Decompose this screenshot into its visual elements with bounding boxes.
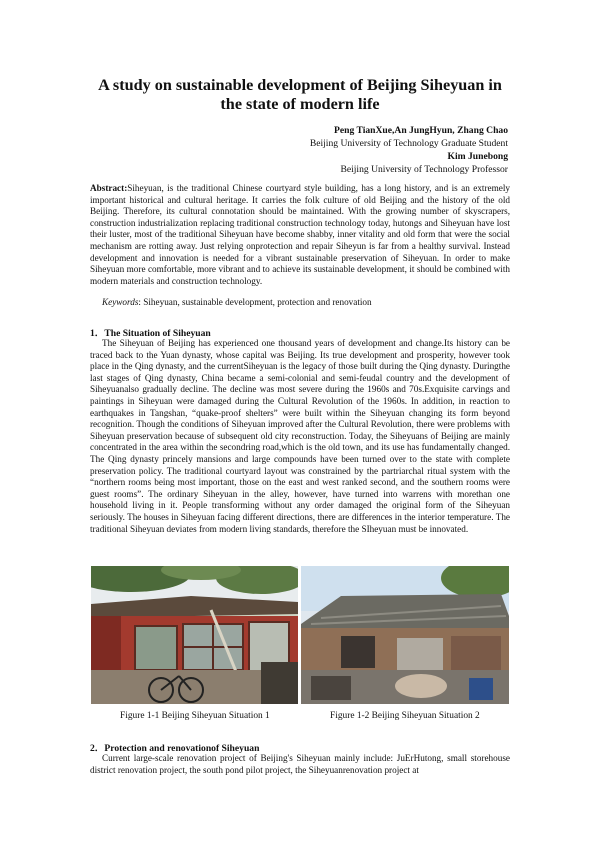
author-block [310,124,508,176]
section-1-heading: 1．The Situation of Siheyuan [90,328,211,339]
abstract-paragraph [90,183,510,287]
abstract-text: Siheyuan, is the traditional Chinese courtyard style building, has a long history, and is an extremely important historical and cultural heritage. It carries the folk culture of old Beijing and the history of the old Beijing. Therefore, its cultural connotation should be maintained. With the growing number of skyscrapers, construction industrialization replacing traditional construction technology today, hutongs and Siheyuan have lost their luster, most of the traditional Siheyuan have become shabby, inner vitality and old form that were the social mechanism are rotting away. Just relying onprotection and repair Siheyun is far from a healthy survival. Instead development and innovation is needed for a vibrant sustainable preservation of Siheyuan. In order to make Siheyuan more comfortable, more vibrant and to achieve its sustainable development, it should be combined with modern materials and construction technology. [90,183,510,286]
keywords-label: Keywords [102,297,139,307]
figure-1-1-photo [91,566,298,704]
section-1-paragraph: The Siheyuan of Beijing has experienced one thousand years of development and change.Its history can be traced back to the Yuan dynasty, whose capital was Beijing. Its true development and prosperity, however took place in the Qing dynasty, and the currentSiheyuan is the legacy of those built during the Qing dynasty. Duringthe last stages of Qing dynasty, China became a semi-colonial and semi-feudal country and the development of Siheyuanalso gradually decline. The decline was most severe during the 1960s and 70s.Exquisite carvings and paintings in Siheyuan were damaged during the Cultural Revolution of the 1960s. In addition, in reaction to earthquakes in Tangshan, “quake-proof shelters” were built within the Siheyuan changing its form beyond recognition. Though the conditions of Siheyuan improved after the Cultural Revolution, there were problems with Siheyuan preservation because of subsequent old city reconstruction. Today, the Siheyuans of Beijing are mainly concentrated in the area within the secondring road,which is the old town, and its use has fundamentally changed. The Qing dynasty princely mansions and large compounds have been turned over to the state with complete preservation policy. The traditional courtyard layout was constrained by the partriarchal ritual system with the “northern rooms being most important, those on the east and west ranked second, and the southern rooms were guest rooms”. The ordinary Siheyuan in the alley, however, have turned into warrens with morethan one household living in it. People transforming without any order damaged the original form of the Siheyuan seriously. The houses in Siheyuan facing different directions, there are differences in the interior temperature. The traditional Siheyuan deviates from modern living standards, therefore the SIheyuan must be innovated. [90,338,510,534]
professor-affiliation: Beijing University of Technology Professor [340,164,508,175]
section-2-heading: 2．Protection and renovationof Siheyuan [90,743,260,754]
abstract-label: Abstract: [90,183,128,193]
figure-1-2-photo [301,566,509,704]
figure-1-1-caption: Figure 1-1 Beijing Siheyuan Situation 1 [120,711,270,721]
paper-title: A study on sustainable development of Beijing Siheyuan in the state of modern life [98,76,502,113]
keywords-line [90,297,510,309]
professor-name: Kim Junebong [447,151,508,162]
author-affiliation: Beijing University of Technology Graduate Student [309,138,508,149]
author-names: Peng TianXue,An JungHyun, Zhang Chao [334,125,508,136]
section-2-paragraph: Current large-scale renovation project of Beijing's Siheyuan mainly include: JuErHutong, small storehouse district renovation project, the south pond pilot project, the Siheyuanrenovation project at [90,753,510,775]
figure-1-2-caption: Figure 1-2 Beijing Siheyuan Situation 2 [330,711,480,721]
keywords-text: : Siheyuan, sustainable development, protection and renovation [138,297,372,307]
